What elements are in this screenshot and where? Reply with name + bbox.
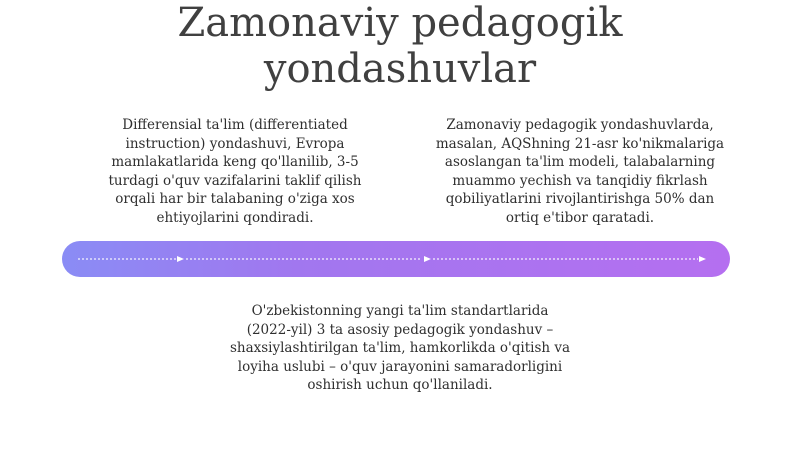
text-block-right: Zamonaviy pedagogik yondashuvlarda, masalan, AQShning 21-asr ko'nikmalariga asoslangan ta'lim modeli, talabalarning muammo yechish va tanqidiy fikrlash qobiliyatlarini rivojlantirishga 50% dan ortiq e'tibor qaratadi.	[435, 117, 725, 226]
text-block-bottom: O'zbekistonning yangi ta'lim standartlarida (2022-yil) 3 ta asosiy pedagogik yondashuv – shaxsiylashtirilgan ta'lim, hamkorlikda o'qitish va loyiha uslubi – o'quv jarayonini samaradorligini oshirish uchun qo'llaniladi.	[229, 303, 571, 393]
text-block-left: Differensial ta'lim (differentiated instruction) yondashuvi, Evropa mamlakatlarida keng qo'llanilib, 3-5 turdagi o'quv vazifalarini taklif qilish orqali har bir talabaning o'ziga xos ehtiyojlarini qondiradi.	[108, 117, 362, 226]
timeline-bar	[62, 241, 730, 277]
arrow-2-icon	[424, 256, 431, 262]
arrow-1-icon	[177, 256, 184, 262]
timeline-arrows	[62, 241, 730, 277]
arrow-3-icon	[699, 256, 706, 262]
slide-title: Zamonaviy pedagogik yondashuvlar	[177, 0, 623, 92]
